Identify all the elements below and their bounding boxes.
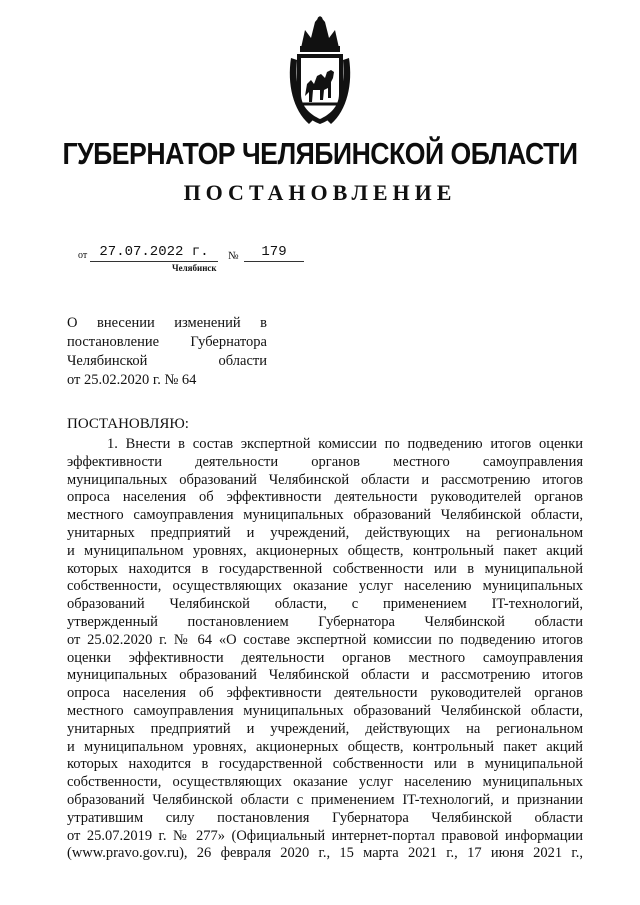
body-line: которых находится в государственной собственности или в муниципальной — [67, 756, 583, 773]
body-line: унитарных предприятий и учреждений, действующих на региональном — [67, 524, 583, 541]
body-line: муниципальных образований Челябинской области и рассмотрению итогов — [67, 471, 583, 488]
body-line: эффективности деятельности органов местного самоуправления — [67, 453, 583, 470]
body-line: собственности, осуществляющих оказание услуг населению муниципальных — [67, 578, 583, 595]
subject-line: О внесении изменений в — [67, 315, 267, 331]
subject-line: постановление Губернатора — [67, 334, 267, 350]
decree-word: ПОСТАНОВЛЯЮ: — [67, 416, 189, 432]
issuer-title: ГУБЕРНАТОР ЧЕЛЯБИНСКОЙ ОБЛАСТИ — [62, 136, 578, 171]
body-line: образований Челябинской области, с применением IT-технологий, — [67, 596, 583, 613]
body-line: (www.pravo.gov.ru), 26 февраля 2020 г., 15 марта 2021 г., 17 июня 2021 г., — [67, 845, 583, 862]
document-subject — [67, 314, 267, 390]
body-line: унитарных предприятий и учреждений, действующих на региональном — [67, 720, 583, 737]
subject-line: от 25.02.2020 г. № 64 — [67, 372, 197, 388]
body-line: утратившим силу постановления Губернатора Челябинской области — [67, 809, 583, 826]
date-prefix: от — [78, 250, 88, 261]
body-line: 1. Внести в состав экспертной комиссии по подведению итогов оценки — [107, 436, 583, 452]
number-prefix: № — [228, 250, 239, 262]
body-line: собственности, осуществляющих оказание услуг населению муниципальных — [67, 774, 583, 791]
body-line: муниципальных образований Челябинской области и рассмотрению итогов — [67, 667, 583, 684]
body-line: местного самоуправления муниципальных образований Челябинской области, — [67, 507, 583, 524]
body-line: от 25.07.2019 г. № 277» (Официальный интернет-портал правовой информации — [67, 827, 583, 844]
body-line: опроса населения об эффективности деятельности руководителей органов — [67, 685, 583, 702]
body-line: образований Челябинской области с применением IT-технологий, и признании — [67, 791, 583, 808]
body-line: и муниципальном уровнях, акционерных обществ, контрольный пакет акций — [67, 738, 583, 755]
body-line: и муниципальном уровнях, акционерных обществ, контрольный пакет акций — [67, 542, 583, 559]
body-line: утвержденный постановлением Губернатора Челябинской области — [67, 613, 583, 630]
body-line: местного самоуправления муниципальных образований Челябинской области, — [67, 702, 583, 719]
document-type-title: ПОСТАНОВЛЕНИЕ — [183, 180, 457, 205]
city-name: Челябинск — [172, 263, 217, 273]
body-line: оценки эффективности деятельности органов местного самоуправления — [67, 649, 583, 666]
document-date: 27.07.2022 г. — [90, 244, 218, 262]
coat-of-arms-emblem — [287, 14, 353, 130]
body-line: от 25.02.2020 г. № 64 «О составе экспертной комиссии по подведению итогов — [67, 631, 583, 648]
subject-line: Челябинской области — [67, 353, 267, 369]
document-number: 179 — [244, 244, 304, 262]
body-line: которых находится в государственной собственности или в муниципальной — [67, 560, 583, 577]
document-body — [67, 436, 583, 863]
body-line: опроса населения об эффективности деятельности руководителей органов — [67, 489, 583, 506]
